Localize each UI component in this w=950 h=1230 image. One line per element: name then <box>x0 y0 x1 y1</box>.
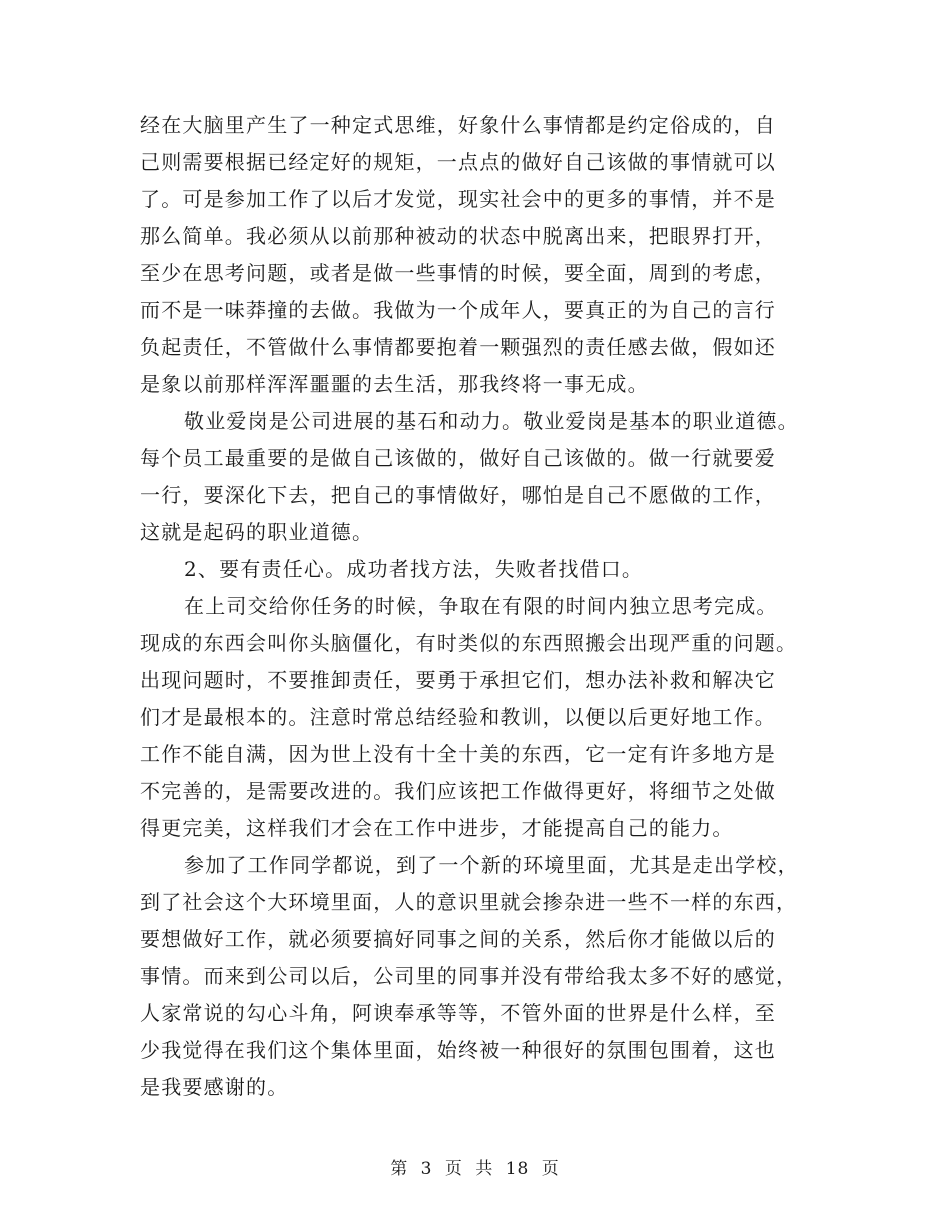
text-line: 经在大脑里产生了一种定式思维，好象什么事情都是约定俗成的，自 <box>140 113 776 137</box>
text-line: 少我觉得在我们这个集体里面，始终被一种很好的氛围包围着，这也 <box>140 1038 776 1062</box>
page-number: 3 <box>420 1159 433 1179</box>
text-line: 是我要感谢的。 <box>140 1075 289 1099</box>
text-line: 工作不能自满，因为世上没有十全十美的东西，它一定有许多地方是 <box>140 742 776 766</box>
text-line: 现成的东西会叫你头脑僵化，有时类似的东西照搬会出现严重的问题。 <box>140 631 798 655</box>
text-line: 而不是一味莽撞的去做。我做为一个成年人，要真正的为自己的言行 <box>140 298 776 322</box>
text-line: 每个员工最重要的是做自己该做的，做好自己该做的。做一行就要爱 <box>140 446 776 470</box>
text-line: 是象以前那样浑浑噩噩的去生活，那我终将一事无成。 <box>140 372 649 396</box>
text-line: 们才是最根本的。注意时常总结经验和教训，以便以后更好地工作。 <box>140 705 776 729</box>
paragraph-start-line: 参加了工作同学都说，到了一个新的环境里面，尤其是走出学校， <box>184 853 799 877</box>
footer-total-prefix: 共 <box>475 1159 494 1179</box>
text-line: 那么简单。我必须从以前那种被动的状态中脱离出来，把眼界打开， <box>140 224 776 248</box>
text-line: 事情。而来到公司以后，公司里的同事并没有带给我太多不好的感觉， <box>140 964 798 988</box>
text-line: 人家常说的勾心斗角，阿谀奉承等等，不管外面的世界是什么样，至 <box>140 1001 776 1025</box>
body-text <box>140 107 820 1106</box>
text-line: 出现问题时，不要推卸责任，要勇于承担它们，想办法补救和解决它 <box>140 668 776 692</box>
text-line: 至少在思考问题，或者是做一些事情的时候，要全面，周到的考虑， <box>140 261 776 285</box>
footer-total-unit: 页 <box>541 1159 560 1179</box>
text-line: 这就是起码的职业道德。 <box>140 520 374 544</box>
text-line: 不完善的，是需要改进的。我们应该把工作做得更好，将细节之处做 <box>140 779 776 803</box>
text-line: 了。可是参加工作了以后才发觉，现实社会中的更多的事情，并不是 <box>140 187 776 211</box>
total-pages: 18 <box>505 1159 530 1179</box>
text-line: 己则需要根据已经定好的规矩，一点点的做好自己该做的事情就可以 <box>140 150 776 174</box>
footer-page-unit: 页 <box>444 1159 463 1179</box>
footer-prefix: 第 <box>390 1159 409 1179</box>
text-line: 一行，要深化下去，把自己的事情做好，哪怕是自己不愿做的工作， <box>140 483 776 507</box>
page-footer <box>0 1154 950 1179</box>
text-line: 要想做好工作，就必须要搞好同事之间的关系，然后你才能做以后的 <box>140 927 776 951</box>
paragraph-start-line: 敬业爱岗是公司进展的基石和动力。敬业爱岗是基本的职业道德。 <box>184 409 799 433</box>
text-line: 负起责任，不管做什么事情都要抱着一颗强烈的责任感去做，假如还 <box>140 335 776 359</box>
paragraph-start-line: 在上司交给你任务的时候，争取在有限的时间内独立思考完成。 <box>184 594 778 618</box>
section-heading: 2、要有责任心。成功者找方法，失败者找借口。 <box>184 557 644 581</box>
text-line: 到了社会这个大环境里面，人的意识里就会掺杂进一些不一样的东西， <box>140 890 798 914</box>
text-line: 得更完美，这样我们才会在工作中进步，才能提高自己的能力。 <box>140 816 734 840</box>
